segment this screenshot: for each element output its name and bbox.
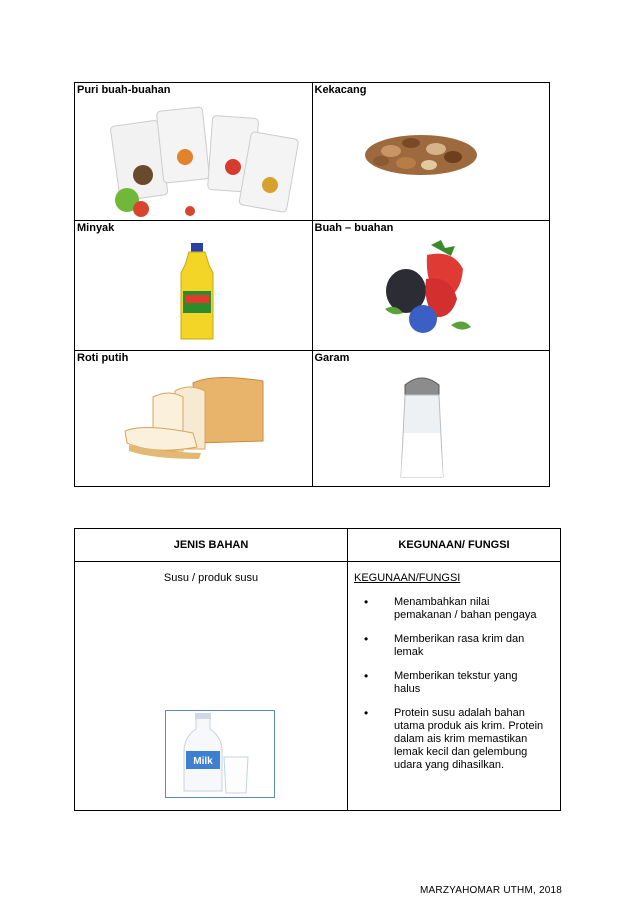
header-function: KEGUNAAN/ FUNGSI <box>348 529 561 562</box>
header-ingredient-type: JENIS BAHAN <box>75 529 348 562</box>
footer-credit: MARZYAHOMAR UTHM, 2018 <box>420 885 563 896</box>
food-cell-berries <box>312 221 550 351</box>
milk-label: Milk <box>193 756 213 767</box>
function-list <box>354 596 560 772</box>
function-cell <box>348 562 561 811</box>
salt-shaker-image <box>397 373 447 483</box>
function-heading: KEGUNAAN/FUNGSI <box>354 572 461 584</box>
ingredient-function-table <box>74 528 561 811</box>
food-label: Buah – buahan <box>314 222 394 234</box>
function-item: • Protein susu adalah bahan utama produk ais krim. Protein dalam ais krim memastikan lemak kecil dan gelembung udara yang dihasilkan. <box>354 707 544 772</box>
food-cell-nuts <box>312 83 550 221</box>
food-cell-fruit-puree <box>75 83 313 221</box>
food-label: Garam <box>314 352 350 364</box>
ingredient-cell <box>75 562 348 811</box>
function-item: • Memberikan rasa krim dan lemak <box>354 633 544 659</box>
function-item: • Menambahkan nilai pemakanan / bahan pengaya <box>354 596 544 622</box>
food-label: Roti putih <box>77 352 129 364</box>
cooking-oil-bottle-image <box>175 243 220 343</box>
function-item: • Memberikan tekstur yang halus <box>354 670 544 696</box>
food-label: Minyak <box>77 222 115 234</box>
berries-image <box>381 239 481 339</box>
food-label: Kekacang <box>314 84 367 96</box>
milk-bottle-glass-image <box>165 710 275 798</box>
food-cell-salt <box>312 351 550 487</box>
food-grid-table <box>74 82 550 487</box>
mixed-nuts-image <box>361 125 481 180</box>
white-bread-image <box>123 373 273 463</box>
food-label: Puri buah-buahan <box>77 84 171 96</box>
food-cell-oil <box>75 221 313 351</box>
fruit-puree-packs-image <box>105 105 305 220</box>
ingredient-name: Susu / produk susu <box>163 572 259 584</box>
food-cell-bread <box>75 351 313 487</box>
